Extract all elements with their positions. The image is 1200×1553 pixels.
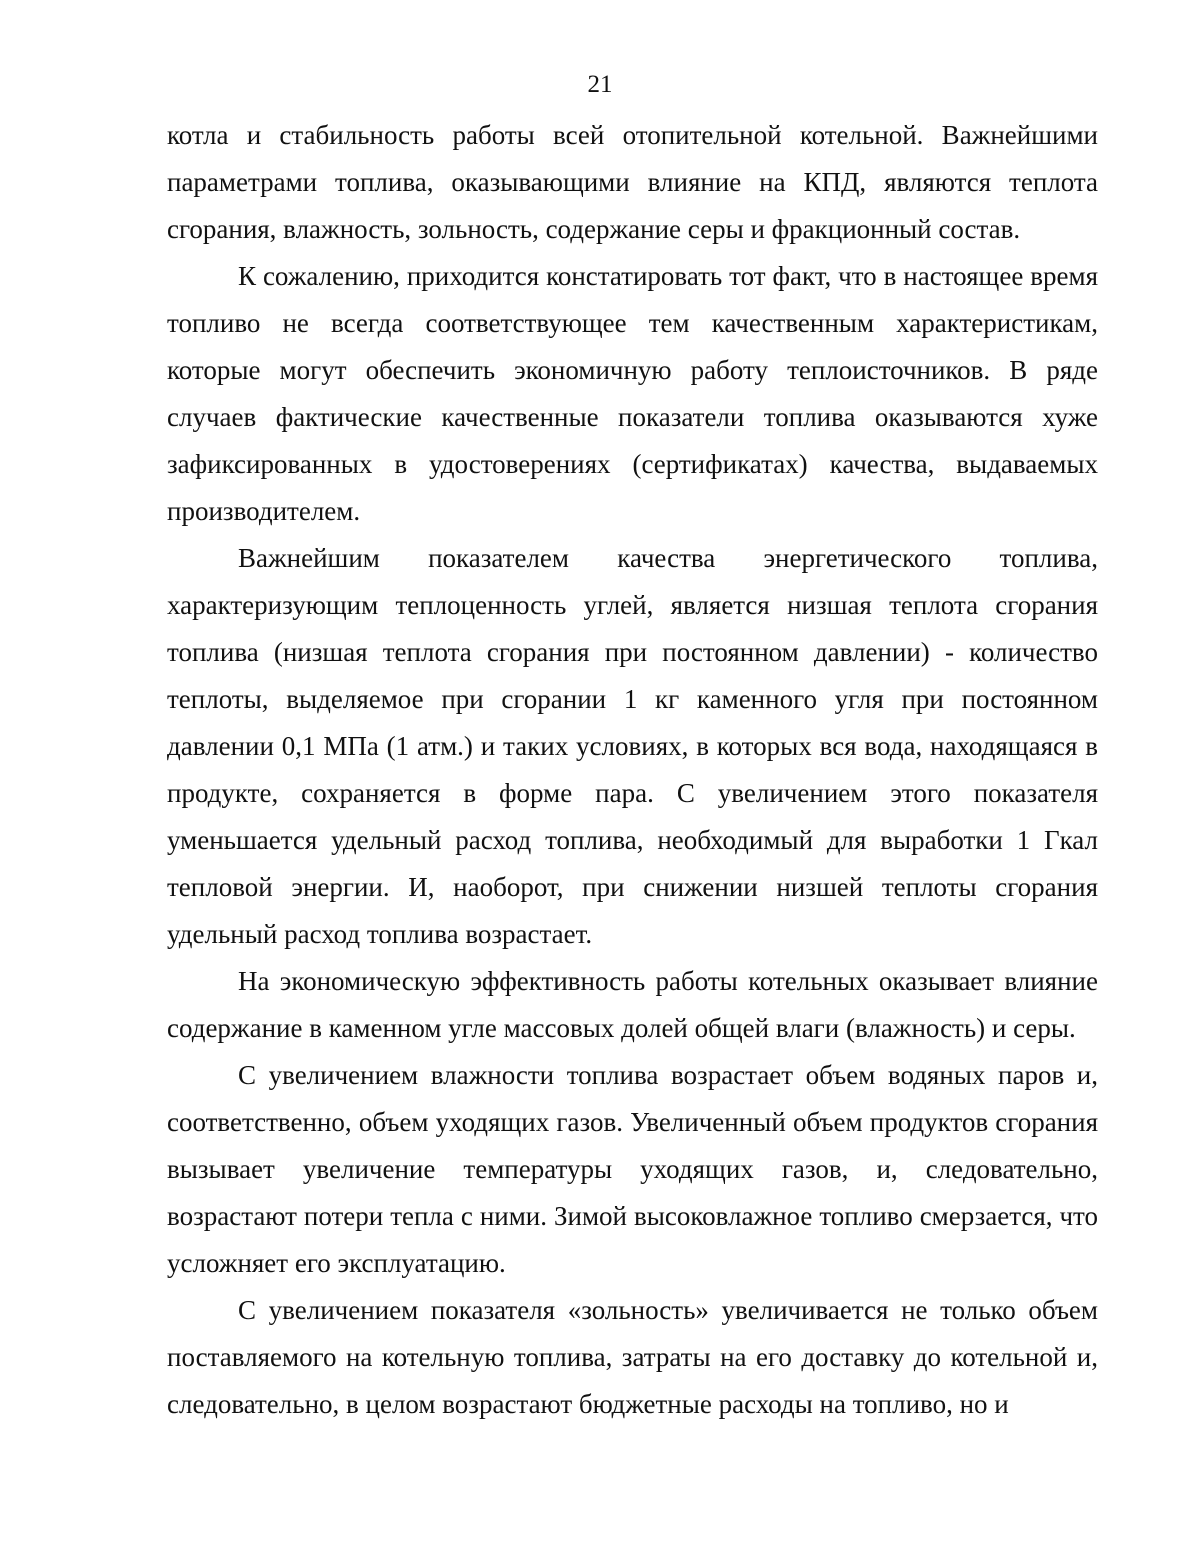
page-number: 21: [587, 71, 613, 98]
paragraph-heat-of-combustion: Важнейшим показателем качества энергетического топлива, характеризующим теплоценность углей, является низшая теплота сгорания топлива (низшая теплота сгорания при постоянном давлении) - количество теплоты, выделяемое при сгорании 1 кг каменного угля при постоянном давлении 0,1 МПа (1 атм.) и таких условиях, в которых вся вода, находящаяся в продукте, сохраняется в форме пара. С увеличением этого показателя уменьшается удельный расход топлива, необходимый для выработки 1 Гкал тепловой энергии. И, наоборот, при снижении низшей теплоты сгорания удельный расход топлива возрастает.: [167, 543, 1098, 949]
paragraph-moisture-sulfur: На экономическую эффективность работы котельных оказывает влияние содержание в каменном угле массовых долей общей влаги (влажность) и серы.: [167, 966, 1098, 1043]
paragraph-moisture-effects: С увеличением влажности топлива возрастает объем водяных паров и, соответственно, объем уходящих газов. Увеличенный объем продуктов сгорания вызывает увеличение температуры уходящих газов, и, следовательно, возрастают потери тепла с ними. Зимой высоковлажное топливо смерзается, что усложняет его эксплуатацию.: [167, 1060, 1098, 1278]
paragraph-ash-content: С увеличением показателя «зольность» увеличивается не только объем поставляемого на котельную топлива, затраты на его доставку до котельной и, следовательно, в целом возрастают бюджетные расходы на топливо, но и: [167, 1295, 1098, 1419]
paragraph-fuel-quality: К сожалению, приходится констатировать тот факт, что в настоящее время топливо не всегда соответствующее тем качественным характеристикам, которые могут обеспечить экономичную работу теплоисточников. В ряде случаев фактические качественные показатели топлива оказываются хуже зафиксированных в удостоверениях (сертификатах) качества, выдаваемых производителем.: [167, 261, 1098, 526]
paragraph-continuation: котла и стабильность работы всей отопительной котельной. Важнейшими параметрами топлива, оказывающими влияние на КПД, являются теплота сгорания, влажность, зольность, содержание серы и фракционный состав.: [167, 120, 1098, 244]
document-body: [167, 112, 1098, 1428]
